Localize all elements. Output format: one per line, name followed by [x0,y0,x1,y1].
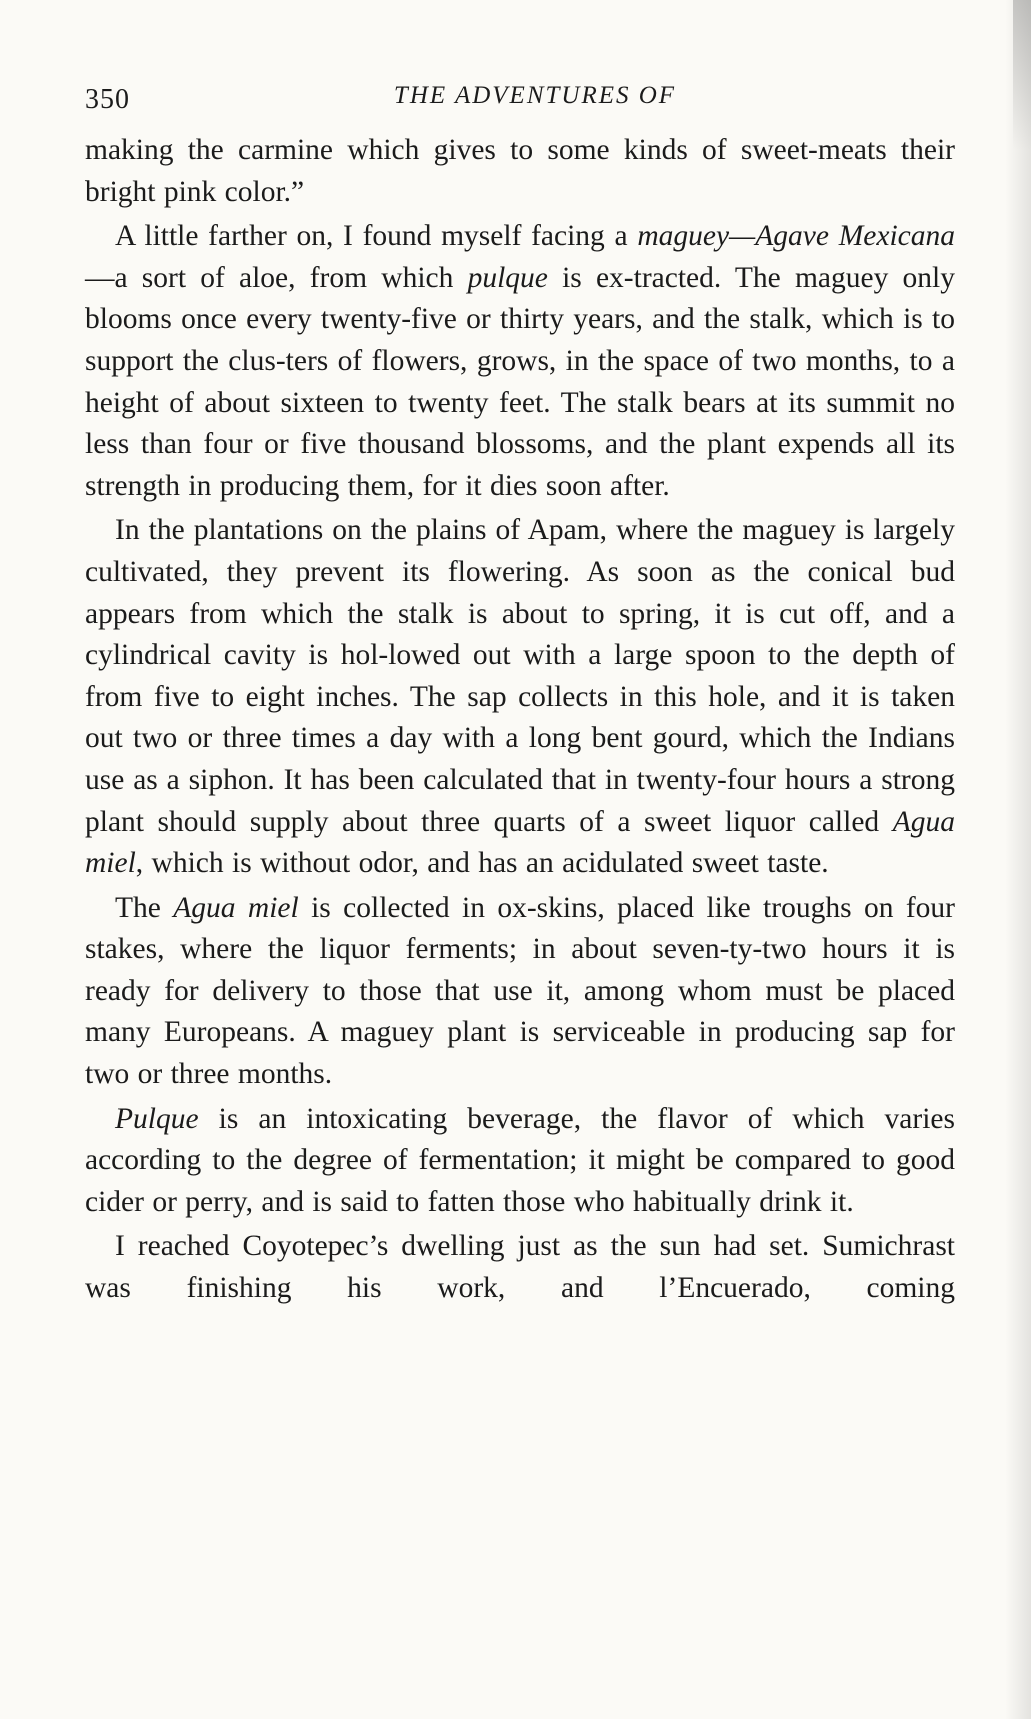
running-title: THE ADVENTURES OF [393,82,677,109]
paragraph-4-text-a: The [115,891,174,924]
paragraph-3-text-a: In the plantations on the plains of Apam, where the maguey is largely cultivated, they prevent its flowering. As soon as the conical bud appears from which the stalk is about to spring, it is cut off, and a cylindrical cavity is hol-lowed out with a large spoon to the depth of from five to eight inches. The sap collects in this hole, and it is taken out two or three times a day with a long bent gourd, which the Indians use as a siphon. It has been calculated that in twenty-four hours a strong plant should supply about three quarts of a sweet liquor called [85,514,955,838]
running-head [85,78,955,122]
paragraph-5-italic-pulque: Pulque [115,1102,199,1135]
page-edge-shadow [1005,0,1031,1719]
paragraph-4 [85,888,955,1096]
paragraph-6 [85,1226,955,1309]
paragraph-3-italic-agua-miel: Agua miel [85,805,955,880]
paragraph-5 [85,1099,955,1224]
paragraph-2-text-a: A little farther on, I found myself facing a [115,220,638,253]
paragraph-3 [85,510,955,884]
body-text [85,130,955,1310]
paragraph-4-italic-agua-miel: Agua miel [173,891,299,924]
paragraph-1 [85,130,955,213]
paragraph-2-italic-pulque: pulque [467,261,548,294]
page-corner-shadow [1013,0,1031,150]
page-number: 350 [85,84,130,115]
paragraph-2-italic-maguey: maguey—Agave Mexicana [637,220,955,253]
paragraph-6-text: I reached Coyotepec’s dwelling just as the sun had set. Sumichrast was finishing his work, and l’Encuerado, coming [85,1230,955,1305]
paragraph-1-text: making the carmine which gives to some kinds of sweet-meats their bright pink color.” [85,134,955,208]
paragraph-2-text-b: —a sort of aloe, from which [85,261,468,294]
paragraph-2-text-c: is ex-tracted. The maguey only blooms once every twenty-five or thirty years, and the stalk, which is to support the clus-ters of flowers, grows, in the space of two months, to a height of about sixteen to twenty feet. The stalk bears at its summit no less than four or five thousand blossoms, and the plant expends all its strength in producing them, for it dies soon after. [85,261,956,502]
paragraph-2 [85,216,955,507]
paragraph-5-text: is an intoxicating beverage, the flavor of which varies according to the degree of fermentation; it might be compared to good cider or perry, and is said to fatten those who habitually drink it. [85,1102,955,1218]
paragraph-3-text-b: , which is without odor, and has an acidulated sweet taste. [135,847,829,880]
book-page [85,78,955,1313]
paragraph-4-text-b: is collected in ox-skins, placed like troughs on four stakes, where the liquor ferments; in about seven-ty-two hours it is ready for delivery to those that use it, among whom must be placed many Europeans. A maguey plant is serviceable in producing sap for two or three months. [85,891,955,1091]
